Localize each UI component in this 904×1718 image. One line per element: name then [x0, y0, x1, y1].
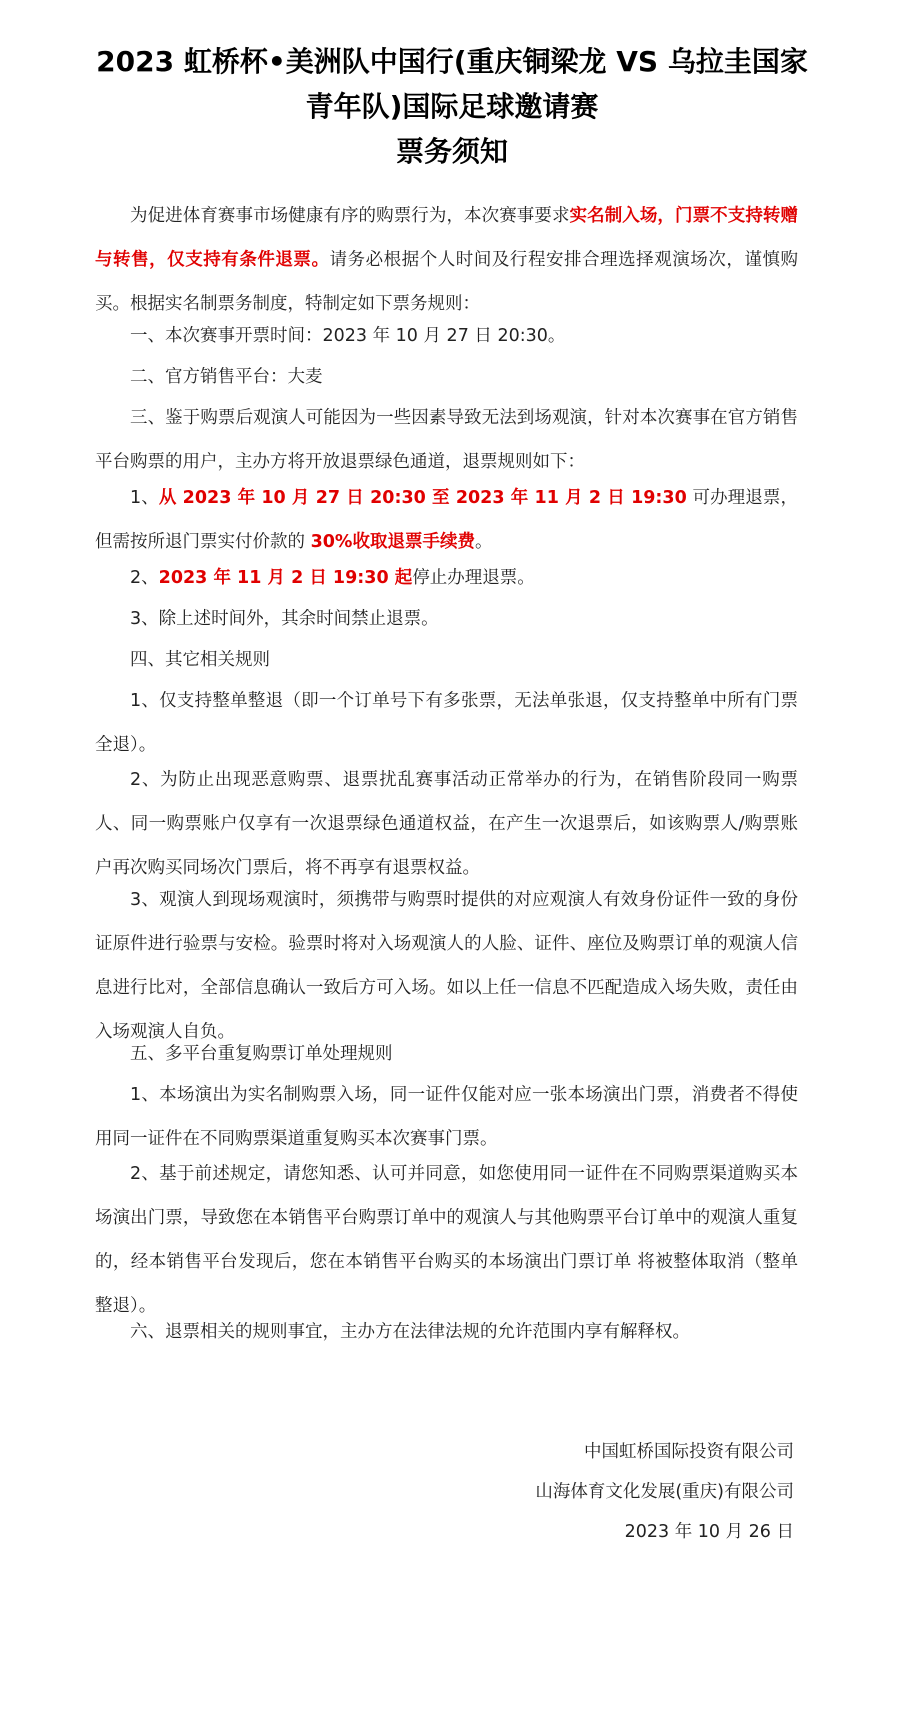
- intro-paragraph: [95, 194, 798, 326]
- rule-5-2-duplicate-cancel: 2、基于前述规定，请您知悉、认可并同意，如您使用同一证件在不同购票渠道购买本场演出门票，导致您在本销售平台购票订单中的观演人与其他购票平台订单中的观演人重复的，经本销售平台发现后，您在本销售平台购买的本场演出门票订单 将被整体取消（整单整退）。: [95, 1164, 798, 1316]
- refund-period-highlight: 从 2023 年 10 月 27 日 20:30 至 2023 年 11 月 2 日 19:30: [158, 488, 687, 508]
- signature-date: 2023 年 10 月 26 日: [624, 1522, 794, 1542]
- rule-3-refund-channel: 三、鉴于购票后观演人可能因为一些因素导致无法到场观演，针对本次赛事在官方销售平台购票的用户，主办方将开放退票绿色通道，退票规则如下：: [95, 408, 798, 472]
- intro-text-c: 请务必根据个人时间及行程安排合理选择观演场次，谨慎购买。根据实名制票务制度，特制定如下票务规则：: [95, 250, 799, 314]
- rule-5-1-one-id: 1、本场演出为实名制购票入场，同一证件仅能对应一张本场演出门票，消费者不得使用同一证件在不同购票渠道重复购买本次赛事门票。: [95, 1085, 798, 1149]
- rule-3-3-no-refund: 3、除上述时间外，其余时间禁止退票。: [130, 609, 439, 629]
- rule-4-2-one-refund: 2、为防止出现恶意购票、退票扰乱赛事活动正常举办的行为，在销售阶段同一购票人、同一购票账户仅享有一次退票绿色通道权益，在产生一次退票后，如该购票人/购票账户再次购买同场次门票后，将不再享有退票权益。: [95, 770, 798, 878]
- doc-title-line3: 票务须知: [395, 135, 508, 168]
- rule-6-interpretation: 六、退票相关的规则事宜，主办方在法律法规的允许范围内享有解释权。: [130, 1322, 690, 1342]
- intro-text-a: 为促进体育赛事市场健康有序的购票行为，本次赛事要求: [130, 206, 570, 226]
- signature-org2: 山海体育文化发展(重庆)有限公司: [535, 1482, 794, 1502]
- doc-title-line2: 青年队)国际足球邀请赛: [305, 90, 599, 123]
- intro-highlight: 实名制入场，门票不支持转赠与转售，仅支持有条件退票。: [95, 206, 799, 270]
- rule-4-3-id-check: 3、观演人到现场观演时，须携带与购票时提供的对应观演人有效身份证件一致的身份证原件进行验票与安检。验票时将对入场观演人的人脸、证件、座位及购票订单的观演人信息进行比对，全部信息确认一致后方可入场。如以上任一信息不匹配造成入场失败，责任由入场观演人自负。: [95, 890, 798, 1042]
- rule-3-1-refund-window: 1、从 2023 年 10 月 27 日 20:30 至 2023 年 11 月 2 日 19:30 可办理退票，但需按所退门票实付价款的 30%收取退票手续费。: [95, 488, 799, 552]
- refund-fee-highlight: 30%收取退票手续费: [310, 532, 475, 552]
- rule-1-open-time: 一、本次赛事开票时间：2023 年 10 月 27 日 20:30。: [130, 326, 566, 346]
- rule-5-heading: 五、多平台重复购票订单处理规则: [130, 1044, 393, 1064]
- rule-3-2-refund-stop: 2、2023 年 11 月 2 日 19:30 起停止办理退票。: [130, 568, 535, 588]
- rule-4-1-whole-order: 1、仅支持整单整退（即一个订单号下有多张票，无法单张退，仅支持整单中所有门票全退）。: [95, 691, 798, 755]
- rule-4-heading: 四、其它相关规则: [130, 650, 270, 670]
- rule-2-platform: 二、官方销售平台：大麦: [130, 367, 323, 387]
- signature-org1: 中国虹桥国际投资有限公司: [584, 1442, 794, 1462]
- refund-stop-highlight: 2023 年 11 月 2 日 19:30 起: [158, 568, 413, 588]
- doc-title-line1: 2023 虹桥杯•美洲队中国行(重庆铜梁龙 VS 乌拉圭国家: [96, 45, 808, 78]
